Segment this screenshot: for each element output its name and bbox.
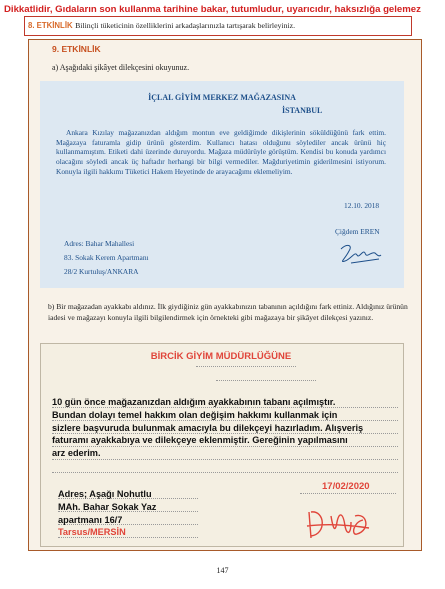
handwritten-line: sizlere başvuruda bulunmak amacıyla bu dilekçeyi hazırladım. Alışveriş — [52, 422, 364, 433]
letter-address-line: 83. Sokak Kerem Apartmanı — [64, 253, 149, 262]
handwritten-line: Bundan dolayı temel hakkım olan değişim hakkımı kullanmak için — [52, 409, 338, 420]
handwritten-line: 10 gün önce mağazanızdan aldığım ayakkabının tabanı açılmıştır. — [52, 397, 336, 407]
writing-line — [196, 365, 296, 367]
letter-signer: Çiğdem EREN — [335, 227, 380, 236]
writing-line — [52, 471, 398, 473]
letter-address-line: 28/2 Kurtuluş/ANKARA — [64, 267, 139, 276]
letter-signature — [337, 241, 383, 267]
letter-date: 12.10. 2018 — [344, 201, 380, 210]
letter-header-store: İÇLAL GİYİM MERKEZ MAĞAZASINA — [148, 93, 296, 102]
handwritten-line: faturamı ayakkabıya ve dilekçeye eklenmiştir. Gereğinin yapılmasını — [52, 435, 348, 446]
handwritten-letter-body — [52, 396, 398, 460]
handwritten-line: arz ederim. — [52, 448, 101, 459]
page-number: 147 — [216, 566, 229, 575]
activity-8-number: 8. ETKİNLİK — [28, 21, 73, 30]
handwritten-address-line: Adres; Aşağı Nohutlu — [58, 489, 152, 499]
letter-address-line: Adres: Bahar Mahallesi — [64, 239, 135, 248]
handwritten-address — [58, 488, 156, 539]
activity-8-box — [24, 16, 412, 36]
activity-9-title: 9. ETKİNLİK — [52, 44, 101, 54]
answer-letter-title: BİRCİK GİYİM MÜDÜRLÜĞÜNE — [150, 351, 292, 362]
handwritten-signature — [303, 504, 375, 542]
handwritten-date: 17/02/2020 — [322, 481, 370, 492]
letter-body: Ankara Kızılay mağazanızdan aldığım montun eve geldiğimde dikişlerinin söküldüğünü fark ettim. Mağazaya faturamla gidip ürünü gösterdim. Kullanıcı hatası olduğunu söylediler ancak ürünü hiç kullanmamıştım. Etiketi dahi üzerinde duruyordu. Mağaza müdürüyle görüştüm. Kendisi bu konuda yardımcı olacağını söyledi ancak üç haftadır herhangi bir bilgi vermediler. Mağduriyetimin giderilmesini istiyorum. Konuyla ilgili hakkımı Tüketici Hakem Heyetinde de arayacağımı eklemeliyim. — [56, 128, 386, 176]
letter-header-city: İSTANBUL — [282, 106, 323, 115]
teacher-answer-note: Dikkatlidir, Gıdaların son kullanma tarihine bakar, tutumludur, uyarıcıdır, haksızlığa gelemez — [4, 4, 421, 15]
handwritten-address-line: apartmanı 16/7 — [58, 514, 123, 525]
writing-line — [300, 492, 396, 494]
question-a: a) Aşağıdaki şikâyet dilekçesini okuyunuz. — [52, 63, 190, 72]
handwritten-city: Tarsus/MERSİN — [58, 527, 126, 538]
activity-8-text: Bilinçli tüketicinin özelliklerini arkadaşlarınızla tartışarak belirleyiniz. — [75, 21, 296, 30]
writing-line — [216, 379, 316, 381]
question-b: b) Bir mağazadan ayakkabı aldınız. İlk giydiğiniz gün ayakkabınızın tabanının açıldığını fark ettiniz. Aldığınız ürünün iadesi ve mağazayı konuyla ilgili bilgilendirmek için örnekteki gibi mağazaya bir şikâyet dilekçesi yazınız. — [48, 302, 408, 322]
handwritten-address-line: MAh. Bahar Sokak Yaz — [58, 501, 157, 512]
